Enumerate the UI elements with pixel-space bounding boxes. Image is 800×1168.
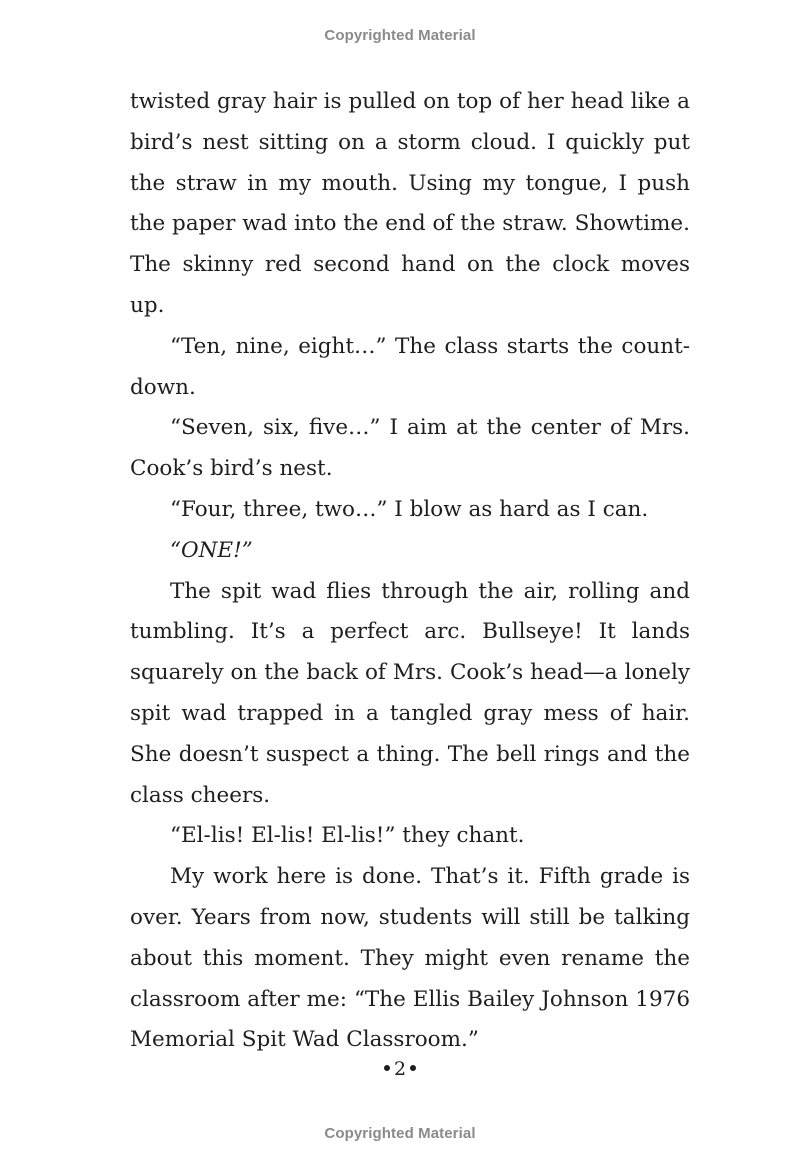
- paragraph-spit-wad-flight: The spit wad flies through the air, rolling and tumbling. It’s a perfect arc. Bullseye! It lands squarely on the back of Mrs. Cook’s head—a lonely spit wad trapped in a tangled gray mess of hair. She doesn’t suspect a thing. The bell rings and the class cheers.: [130, 578, 690, 808]
- page-number: [0, 1058, 800, 1080]
- paragraph-work-done: My work here is done. That’s it. Fifth grade is over. Years from now, students will still be talking about this moment. They might even rename the classroom after me: “The Ellis Bailey Johnson 1976 Memorial Spit Wad Classroom.”: [130, 864, 690, 1053]
- paragraph-countdown-blow: “Four, three, two…” I blow as hard as I can.: [170, 496, 649, 522]
- paragraph-continuation: twisted gray hair is pulled on top of her head like a bird’s nest sitting on a storm cloud. I quickly put the straw in my mouth. Using my tongue, I push the paper wad into the end of the straw. Showtime. The skinny red second hand on the clock moves up.: [130, 89, 690, 318]
- bullet-left-icon: [384, 1065, 390, 1071]
- copyright-watermark-top: Copyrighted Material: [324, 27, 476, 44]
- bullet-right-icon: [410, 1065, 416, 1071]
- page-body-text: [130, 82, 690, 1061]
- paragraph-countdown-start: “Ten, nine, eight…” The class starts the countdown.: [130, 333, 690, 400]
- paragraph-countdown-aim: “Seven, six, five…” I aim at the center of Mrs. Cook’s bird’s nest.: [130, 415, 690, 482]
- copyright-watermark-bottom: Copyrighted Material: [324, 1125, 476, 1142]
- paragraph-one-shout: “ONE!”: [170, 537, 253, 563]
- page-number-value: 2: [393, 1058, 407, 1080]
- paragraph-chant: “El-lis! El-lis! El-lis!” they chant.: [170, 823, 525, 849]
